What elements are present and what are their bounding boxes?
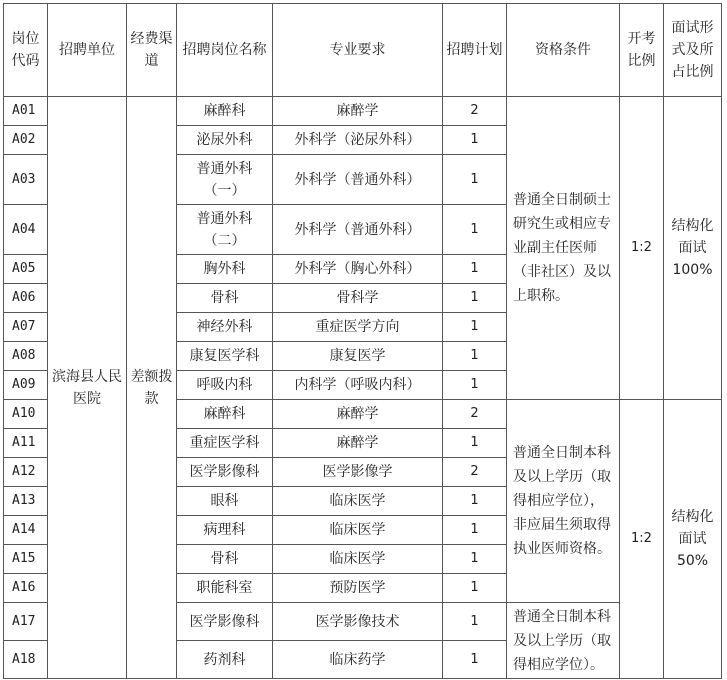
recruit-plan: 1 (443, 155, 507, 205)
recruit-plan: 1 (443, 313, 507, 342)
major-requirement: 外科学（普通外科） (273, 155, 443, 205)
major-requirement: 麻醉学 (273, 97, 443, 126)
major-requirement: 医学影像学 (273, 458, 443, 487)
position-code: A07 (4, 313, 48, 342)
major-requirement: 康复医学 (273, 342, 443, 371)
position-code: A11 (4, 429, 48, 458)
header-ratio: 开考比例 (620, 4, 664, 97)
recruit-plan: 1 (443, 516, 507, 545)
recruit-plan: 1 (443, 371, 507, 400)
header-position: 招聘岗位名称 (177, 4, 273, 97)
position-name: 麻醉科 (177, 400, 273, 429)
major-requirement: 内科学（呼吸内科） (273, 371, 443, 400)
recruit-plan: 1 (443, 603, 507, 641)
recruit-plan: 1 (443, 545, 507, 574)
position-name: 胸外科 (177, 255, 273, 284)
position-name: 药剂科 (177, 641, 273, 679)
recruit-plan: 2 (443, 97, 507, 126)
recruit-plan: 1 (443, 574, 507, 603)
position-name: 康复医学科 (177, 342, 273, 371)
major-requirement: 临床医学 (273, 545, 443, 574)
major-requirement: 麻醉学 (273, 400, 443, 429)
position-name: 职能科室 (177, 574, 273, 603)
position-name: 麻醉科 (177, 97, 273, 126)
position-code: A08 (4, 342, 48, 371)
position-code: A10 (4, 400, 48, 429)
major-requirement: 预防医学 (273, 574, 443, 603)
major-requirement: 医学影像技术 (273, 603, 443, 641)
header-interview: 面试形式及所占比例 (664, 4, 722, 97)
major-requirement: 临床医学 (273, 487, 443, 516)
major-requirement: 临床药学 (273, 641, 443, 679)
qualification-group-1: 普通全日制硕士研究生或相应专业副主任医师（非社区）及以上职称。 (507, 97, 620, 400)
ratio-group-1: 1:2 (620, 97, 664, 400)
major-requirement: 临床医学 (273, 516, 443, 545)
position-name: 普通外科（二） (177, 205, 273, 255)
position-name: 医学影像科 (177, 603, 273, 641)
position-name: 医学影像科 (177, 458, 273, 487)
recruit-plan: 1 (443, 284, 507, 313)
recruit-plan: 1 (443, 342, 507, 371)
position-name: 呼吸内科 (177, 371, 273, 400)
funding-channel: 差额拨款 (127, 97, 177, 679)
major-requirement: 外科学（普通外科） (273, 205, 443, 255)
recruiting-unit: 滨海县人民医院 (48, 97, 127, 679)
qualification-group-3: 普通全日制本科及以上学历（取得相应学位）。 (507, 603, 620, 679)
major-requirement: 麻醉学 (273, 429, 443, 458)
position-code: A16 (4, 574, 48, 603)
qualification-group-2: 普通全日制本科及以上学历（取得相应学位），非应届生须取得执业医师资格。 (507, 400, 620, 603)
recruit-plan: 1 (443, 255, 507, 284)
position-name: 骨科 (177, 545, 273, 574)
recruit-plan: 1 (443, 641, 507, 679)
position-code: A13 (4, 487, 48, 516)
position-code: A04 (4, 205, 48, 255)
position-name: 重症医学科 (177, 429, 273, 458)
position-name: 病理科 (177, 516, 273, 545)
recruit-plan: 2 (443, 400, 507, 429)
header-funding: 经费渠道 (127, 4, 177, 97)
position-code: A06 (4, 284, 48, 313)
position-code: A02 (4, 126, 48, 155)
major-requirement: 外科学（胸心外科） (273, 255, 443, 284)
position-code: A03 (4, 155, 48, 205)
header-qualification: 资格条件 (507, 4, 620, 97)
major-requirement: 外科学（泌尿外科） (273, 126, 443, 155)
position-code: A18 (4, 641, 48, 679)
major-requirement: 重症医学方向 (273, 313, 443, 342)
table-row (4, 97, 722, 126)
ratio-group-2: 1:2 (620, 400, 664, 679)
position-name: 眼科 (177, 487, 273, 516)
major-requirement: 骨科学 (273, 284, 443, 313)
recruit-plan: 1 (443, 126, 507, 155)
position-name: 普通外科（一） (177, 155, 273, 205)
position-name: 骨科 (177, 284, 273, 313)
recruit-plan: 1 (443, 205, 507, 255)
interview-group-2: 结构化面试50% (664, 400, 722, 679)
header-code: 岗位代码 (4, 4, 48, 97)
position-code: A15 (4, 545, 48, 574)
header-major: 专业要求 (273, 4, 443, 97)
header-row (4, 4, 722, 97)
position-name: 泌尿外科 (177, 126, 273, 155)
position-code: A01 (4, 97, 48, 126)
recruitment-table (3, 3, 722, 679)
position-code: A12 (4, 458, 48, 487)
position-code: A14 (4, 516, 48, 545)
position-code: A05 (4, 255, 48, 284)
interview-group-1: 结构化面试100% (664, 97, 722, 400)
position-code: A17 (4, 603, 48, 641)
recruit-plan: 1 (443, 487, 507, 516)
recruit-plan: 2 (443, 458, 507, 487)
position-code: A09 (4, 371, 48, 400)
position-name: 神经外科 (177, 313, 273, 342)
header-unit: 招聘单位 (48, 4, 127, 97)
recruit-plan: 1 (443, 429, 507, 458)
header-plan: 招聘计划 (443, 4, 507, 97)
